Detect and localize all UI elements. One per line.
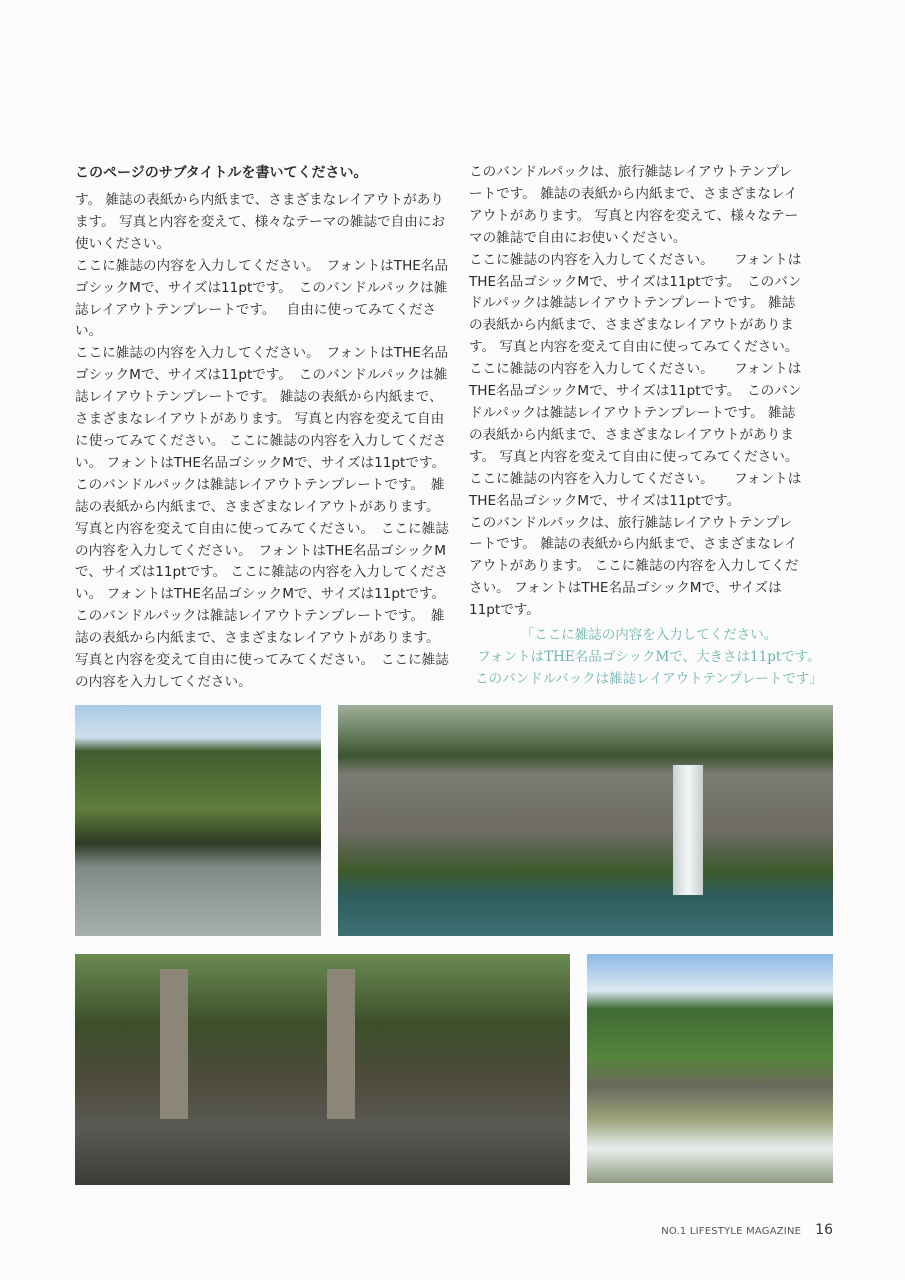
text-line: ここに雑誌の内容を入力してください。 フォントは [469, 470, 802, 487]
pull-quote [459, 624, 839, 690]
forest-stairs-photo [75, 954, 570, 1185]
text-line: さい。 フォントはTHE名品ゴシックMで、サイズは [469, 580, 782, 597]
text-line: ゴシックMで、サイズは11ptです。 このバンドルパックは雑 [75, 367, 448, 384]
text-line: の表紙から内紙まで、さまざまなレイアウトがありま [469, 426, 794, 443]
text-line: 誌レイアウトテンプレートです。 自由に使ってみてくださ [75, 301, 437, 318]
text-line: す。 雑誌の表紙から内紙まで、さまざまなレイアウトがあり [75, 192, 444, 208]
right-body-text [469, 162, 839, 622]
text-line: 使いください。 [75, 235, 171, 252]
stone-post [327, 969, 355, 1119]
text-line: THE名品ゴシックMで、サイズは11ptです。 このバン [469, 273, 802, 290]
text-line: ゴシックMで、サイズは11ptです。 このバンドルパックは雑 [75, 279, 448, 296]
text-line: ドルパックは雑誌レイアウトテンプレートです。 雑誌 [469, 295, 796, 312]
text-line: このバンドルパックは雑誌レイアウトテンプレートです。 雑 [75, 608, 445, 625]
text-line: す。 写真と内容を変えて自由に使ってみてください。 [469, 339, 799, 356]
river-weir-photo [587, 954, 833, 1183]
footer [661, 1222, 833, 1238]
text-line: ここに雑誌の内容を入力してください。 フォントは [469, 251, 802, 268]
text-line: ます。 写真と内容を変えて、様々なテーマの雑誌で自由にお [75, 213, 445, 230]
text-line: 誌レイアウトテンプレートです。 雑誌の表紙から内紙まで、 [75, 389, 443, 406]
left-column [75, 162, 455, 694]
text-line: の内容を入力してください。 フォントはTHE名品ゴシックM [75, 542, 446, 559]
text-line: アウトがあります。 写真と内容を変えて、様々なテー [469, 207, 799, 224]
right-column [469, 162, 839, 690]
text-line: フォントはTHE名品ゴシックMで、大きさは11ptです。 [477, 649, 821, 666]
text-line: の内容を入力してください。 [75, 673, 252, 690]
text-line: THE名品ゴシックMで、サイズは11ptです。 [469, 492, 741, 509]
text-line: ートです。 雑誌の表紙から内紙まで、さまざまなレイ [469, 185, 798, 202]
text-line: 誌の表紙から内紙まで、さまざまなレイアウトがあります。 [75, 498, 440, 515]
text-line: マの雑誌で自由にお使いください。 [469, 229, 687, 246]
text-line: このバンドルパックは雑誌レイアウトテンプレートです」 [475, 671, 823, 688]
text-line: の表紙から内紙まで、さまざまなレイアウトがありま [469, 317, 794, 334]
waterfall [673, 765, 703, 895]
text-line: す。 写真と内容を変えて自由に使ってみてください。 [469, 448, 799, 465]
text-line: ここに雑誌の内容を入力してください。 フォントは [469, 361, 802, 378]
text-line: このバンドルパックは、旅行雑誌レイアウトテンプレ [469, 514, 792, 531]
text-line: ここに雑誌の内容を入力してください。 フォントはTHE名品 [75, 345, 449, 362]
page-number: 16 [815, 1222, 833, 1238]
text-line: ートです。 雑誌の表紙から内紙まで、さまざまなレイ [469, 536, 798, 553]
text-line: ドルパックは雑誌レイアウトテンプレートです。 雑誌 [469, 404, 796, 421]
text-line: に使ってみてください。 ここに雑誌の内容を入力してくださ [75, 432, 447, 449]
text-line: 11ptです。 [469, 602, 540, 619]
text-line: い。 フォントはTHE名品ゴシックMで、サイズは11ptです。 [75, 454, 446, 471]
left-body-text [75, 190, 455, 694]
text-line: で、サイズは11ptです。 ここに雑誌の内容を入力してくださ [75, 564, 448, 581]
text-line: THE名品ゴシックMで、サイズは11ptです。 このバン [469, 383, 802, 400]
text-line: このバンドルパックは、旅行雑誌レイアウトテンプレ [469, 164, 792, 180]
text-line: アウトがあります。 ここに雑誌の内容を入力してくだ [469, 558, 799, 575]
text-line: 写真と内容を変えて自由に使ってみてください。 ここに雑誌 [75, 520, 449, 537]
text-line: ここに雑誌の内容を入力してください。 フォントはTHE名品 [75, 257, 449, 274]
page-subtitle: このページのサブタイトルを書いてください。 [75, 165, 368, 181]
text-line: 誌の表紙から内紙まで、さまざまなレイアウトがあります。 [75, 630, 440, 647]
stone-post [160, 969, 188, 1119]
text-line: い。 フォントはTHE名品ゴシックMで、サイズは11ptです。 [75, 586, 446, 603]
text-line: 写真と内容を変えて自由に使ってみてください。 ここに雑誌 [75, 652, 449, 669]
text-line: 「ここに雑誌の内容を入力してください。 [520, 627, 778, 644]
waterfall-photo [338, 705, 833, 936]
text-line: い。 [75, 323, 103, 340]
text-line: さまざまなレイアウトがあります。 写真と内容を変えて自由 [75, 411, 445, 428]
pond-garden-photo [75, 705, 321, 936]
magazine-name: NO.1 LIFESTYLE MAGAZINE [661, 1226, 802, 1237]
text-line: このバンドルパックは雑誌レイアウトテンプレートです。 雑 [75, 476, 445, 493]
